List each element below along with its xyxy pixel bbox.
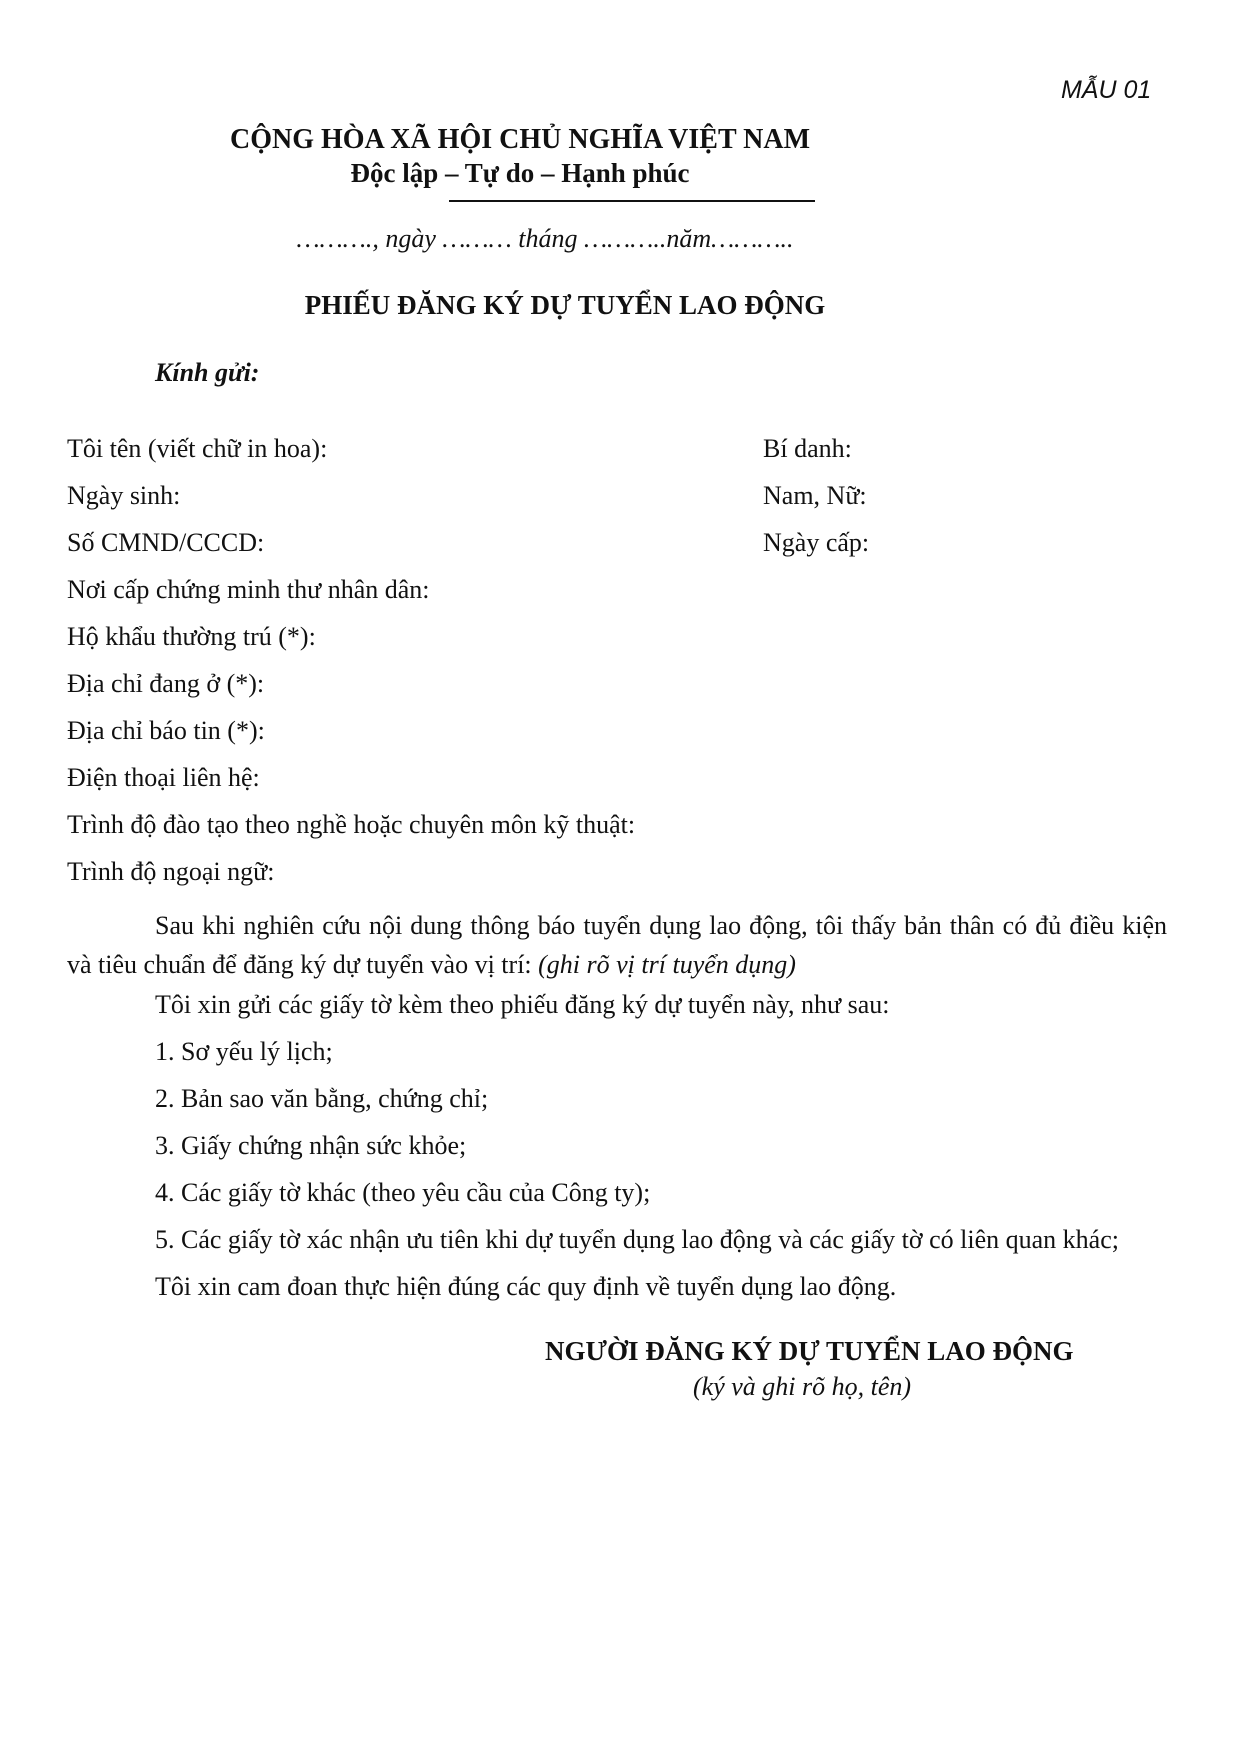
national-motto: Độc lập – Tự do – Hạnh phúc [350, 158, 690, 188]
signature-note: (ký và ghi rõ họ, tên) [693, 1372, 912, 1401]
issue-date-label: Ngày cấp: [763, 528, 870, 557]
greeting: Kính gửi: [155, 358, 260, 387]
application-paragraph-text: Sau khi nghiên cứu nội dung thông báo tuyển dụng lao động, tôi thấy bản thân có đủ điều kiện và tiêu chuẩn để đăng ký dự tuyển vào vị trí: [67, 911, 1167, 979]
position-note: (ghi rõ vị trí tuyển dụng) [538, 950, 796, 979]
motto-underline [449, 200, 815, 202]
attachment-item: 3. Giấy chứng nhận sức khỏe; [155, 1131, 467, 1160]
application-paragraph [67, 906, 1167, 984]
attachment-item: 5. Các giấy tờ xác nhận ưu tiên khi dự tuyển dụng lao động và các giấy tờ có liên quan khác; [155, 1225, 1119, 1254]
form-title: PHIẾU ĐĂNG KÝ DỰ TUYỂN LAO ĐỘNG [304, 290, 826, 320]
foreign-language-label: Trình độ ngoại ngữ: [67, 857, 275, 886]
form-code: MẪU 01 [1061, 76, 1152, 104]
id-number-label: Số CMND/CCCD: [67, 528, 265, 557]
notification-address-label: Địa chỉ báo tin (*): [67, 716, 265, 745]
national-title: CỘNG HÒA XÃ HỘI CHỦ NGHĨA VIỆT NAM [229, 124, 811, 155]
attachment-item: 1. Sơ yếu lý lịch; [155, 1037, 333, 1066]
permanent-residence-label: Hộ khẩu thường trú (*): [67, 622, 316, 651]
attachments-intro: Tôi xin gửi các giấy tờ kèm theo phiếu đăng ký dự tuyển này, như sau: [155, 990, 890, 1019]
attachment-item: 4. Các giấy tờ khác (theo yêu cầu của Công ty); [155, 1178, 651, 1207]
current-address-label: Địa chỉ đang ở (*): [67, 669, 265, 698]
alias-label: Bí danh: [763, 434, 852, 463]
phone-label: Điện thoại liên hệ: [67, 763, 260, 792]
issue-place-label: Nơi cấp chứng minh thư nhân dân: [67, 575, 430, 604]
training-level-label: Trình độ đào tạo theo nghề hoặc chuyên môn kỹ thuật: [67, 810, 636, 839]
attachment-item: 2. Bản sao văn bằng, chứng chỉ; [155, 1084, 489, 1113]
signature-title: NGƯỜI ĐĂNG KÝ DỰ TUYỂN LAO ĐỘNG [545, 1336, 1074, 1366]
commitment-text: Tôi xin cam đoan thực hiện đúng các quy định về tuyển dụng lao động. [155, 1272, 897, 1301]
date-line: ………., ngày ……… tháng ………..năm……….. [296, 224, 794, 253]
dob-label: Ngày sinh: [67, 481, 181, 510]
full-name-label: Tôi tên (viết chữ in hoa): [67, 434, 328, 463]
gender-label: Nam, Nữ: [763, 481, 867, 510]
